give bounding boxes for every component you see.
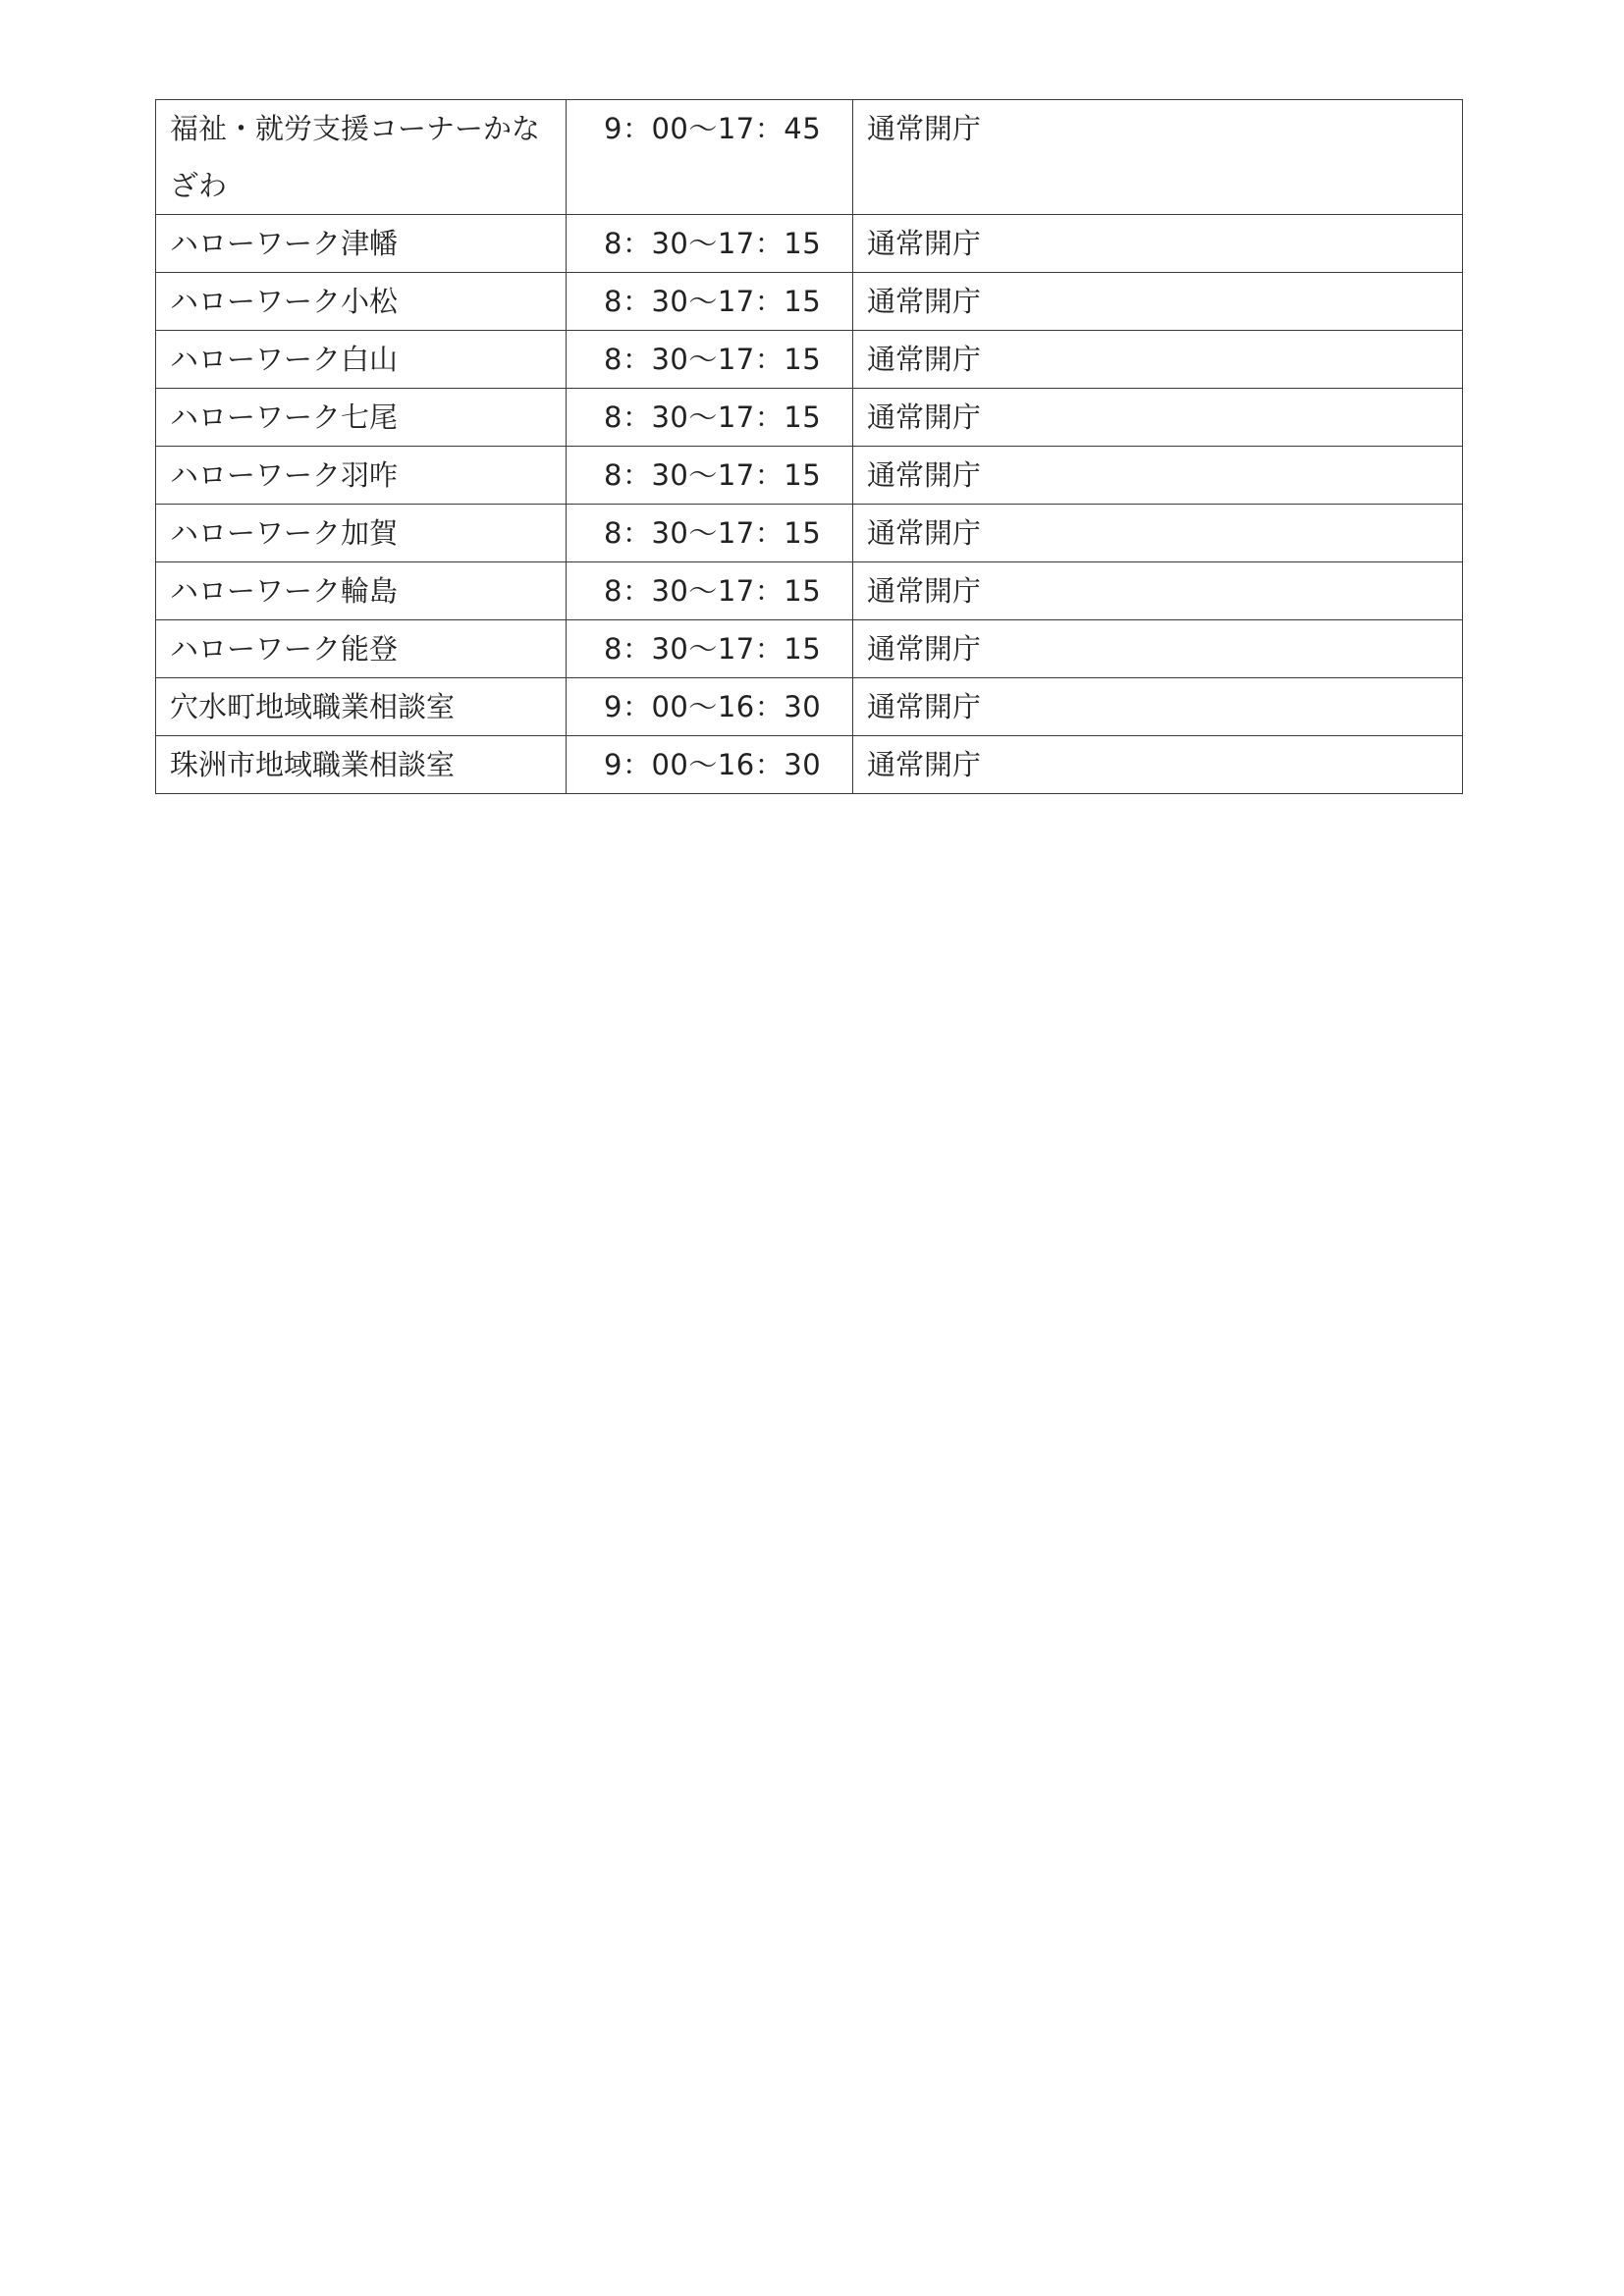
office-status-cell: 通常開庁 [853, 620, 1463, 678]
office-name-cell: ハローワーク輪島 [156, 562, 567, 620]
office-hours-table [155, 99, 1463, 794]
office-name-cell: ハローワーク能登 [156, 620, 567, 678]
table-row [156, 505, 1463, 562]
table-row [156, 389, 1463, 447]
table-row [156, 215, 1463, 273]
office-name-cell: 珠洲市地域職業相談室 [156, 736, 567, 794]
office-hours-cell: 8：30～17：15 [567, 389, 853, 447]
table-row [156, 678, 1463, 736]
office-name-cell: ハローワーク小松 [156, 273, 567, 331]
office-status-cell: 通常開庁 [853, 100, 1463, 215]
office-status-cell: 通常開庁 [853, 562, 1463, 620]
office-name-cell: ハローワーク羽咋 [156, 447, 567, 505]
table-row [156, 562, 1463, 620]
office-hours-cell: 9：00～17：45 [567, 100, 853, 215]
table-row [156, 736, 1463, 794]
office-status-cell: 通常開庁 [853, 736, 1463, 794]
office-hours-cell: 8：30～17：15 [567, 620, 853, 678]
office-hours-cell: 8：30～17：15 [567, 447, 853, 505]
office-hours-cell: 8：30～17：15 [567, 505, 853, 562]
office-status-cell: 通常開庁 [853, 505, 1463, 562]
office-status-cell: 通常開庁 [853, 447, 1463, 505]
office-name-cell: ハローワーク七尾 [156, 389, 567, 447]
table-row [156, 447, 1463, 505]
office-status-cell: 通常開庁 [853, 678, 1463, 736]
office-hours-cell: 8：30～17：15 [567, 273, 853, 331]
office-name-cell: 福祉・就労支援コーナーかなざわ [156, 100, 567, 215]
table-row [156, 273, 1463, 331]
office-status-cell: 通常開庁 [853, 273, 1463, 331]
office-hours-cell: 8：30～17：15 [567, 215, 853, 273]
office-status-cell: 通常開庁 [853, 331, 1463, 389]
office-status-cell: 通常開庁 [853, 389, 1463, 447]
office-hours-cell: 8：30～17：15 [567, 562, 853, 620]
office-hours-cell: 9：00～16：30 [567, 678, 853, 736]
table-row [156, 620, 1463, 678]
office-hours-cell: 9：00～16：30 [567, 736, 853, 794]
office-name-cell: ハローワーク加賀 [156, 505, 567, 562]
office-name-cell: ハローワーク津幡 [156, 215, 567, 273]
office-name-cell: 穴水町地域職業相談室 [156, 678, 567, 736]
office-status-cell: 通常開庁 [853, 215, 1463, 273]
office-name-cell: ハローワーク白山 [156, 331, 567, 389]
table-row [156, 331, 1463, 389]
table-row [156, 100, 1463, 215]
office-hours-cell: 8：30～17：15 [567, 331, 853, 389]
